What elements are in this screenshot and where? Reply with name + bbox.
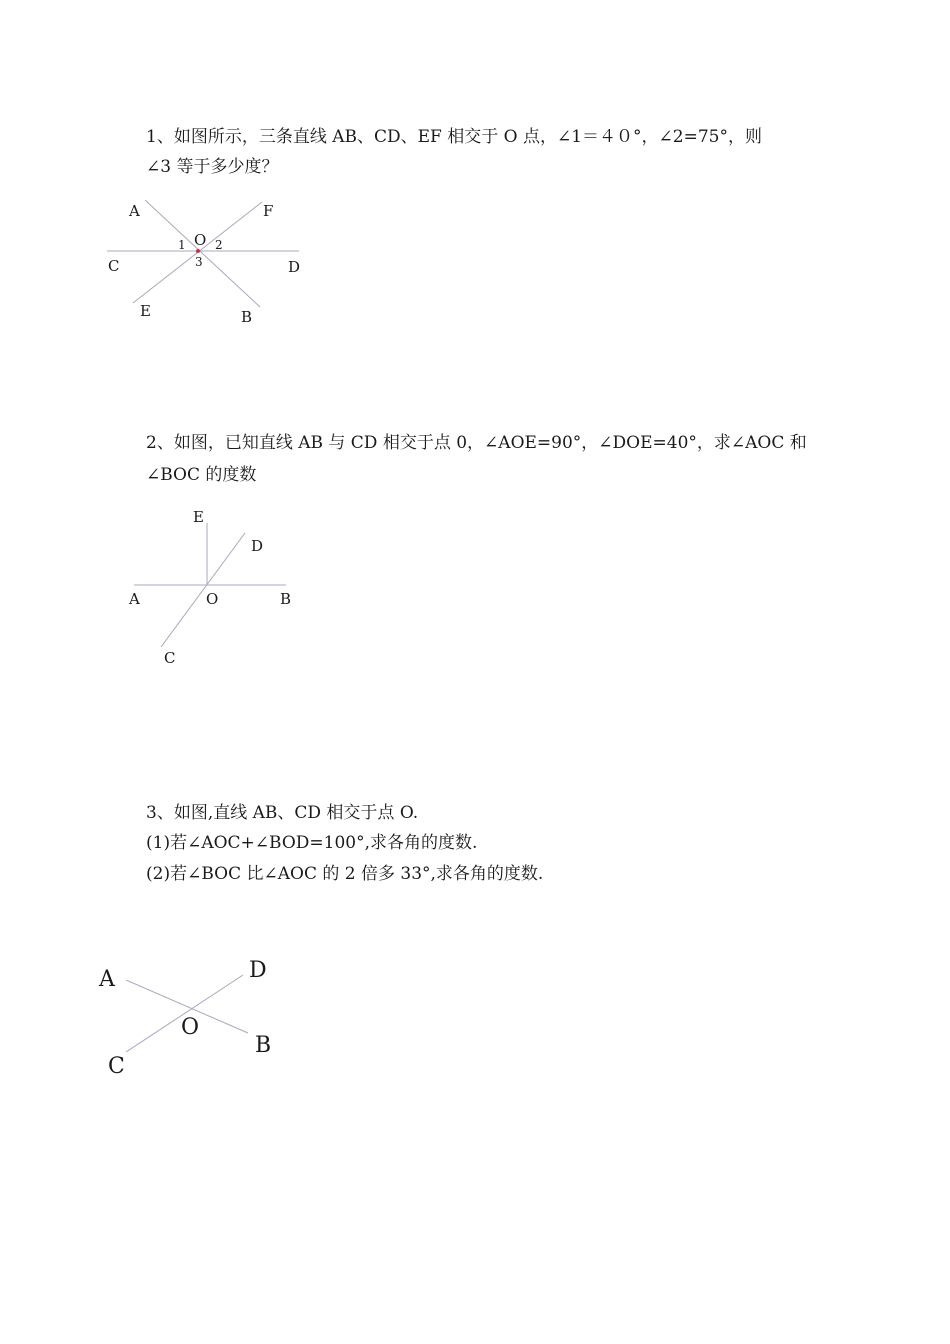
label-c: C	[108, 1054, 125, 1079]
problem3-text-line2: (1)若∠AOC+∠BOD=100°,求各角的度数.	[146, 833, 478, 853]
problem2-text-line1: 2、如图，已知直线 AB 与 CD 相交于点 0，∠AOE=90°，∠DOE=40°，求∠AOC 和	[146, 433, 807, 453]
label-e: E	[193, 508, 204, 526]
label-d: D	[288, 258, 301, 276]
problem3-text-line1: 3、如图,直线 AB、CD 相交于点 O.	[146, 803, 419, 823]
label-angle-2: 2	[215, 238, 223, 252]
label-angle-3: 3	[195, 255, 203, 269]
label-b: B	[280, 590, 292, 608]
line-cd	[126, 975, 243, 1052]
label-o: O	[181, 1015, 200, 1040]
label-c: C	[108, 257, 120, 275]
problem3-text-line3: (2)若∠BOC 比∠AOC 的 2 倍多 33°,求各角的度数.	[146, 864, 544, 884]
label-o: O	[206, 590, 219, 608]
problem3-figure	[90, 950, 310, 1090]
problem2-text-line2: ∠BOC 的度数	[146, 465, 257, 485]
label-a: A	[99, 967, 115, 992]
line-cd	[161, 533, 245, 647]
problem1-text-line2: ∠3 等于多少度？	[146, 157, 279, 177]
label-e: E	[140, 302, 151, 320]
label-a: A	[129, 590, 140, 608]
label-b: B	[255, 1033, 272, 1058]
problem2-figure	[120, 502, 320, 672]
label-f: F	[263, 202, 274, 220]
point-o	[196, 249, 200, 253]
problem1-figure	[100, 195, 320, 335]
label-d: D	[251, 537, 264, 555]
label-d: D	[249, 958, 267, 983]
label-b: B	[241, 308, 253, 326]
label-o: O	[194, 231, 207, 249]
line-ab	[145, 200, 260, 307]
problem1-text-line1: 1、如图所示，三条直线 AB、CD、EF 相交于 O 点，∠1＝４０°，∠2=75°，则	[146, 127, 762, 147]
label-angle-1: 1	[178, 238, 186, 252]
label-c: C	[164, 649, 176, 667]
label-a: A	[129, 202, 140, 220]
